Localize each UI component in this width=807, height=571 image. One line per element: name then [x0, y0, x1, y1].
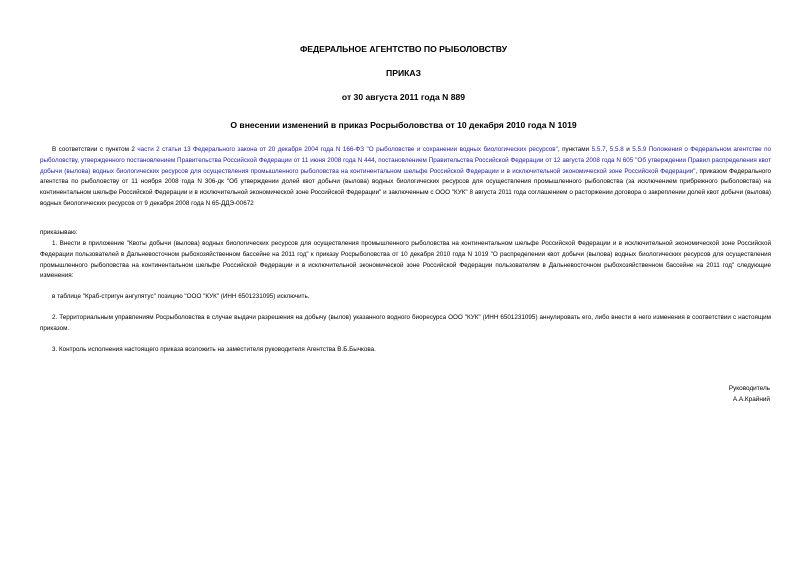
document-title: О внесении изменений в приказ Росрыболовства от 10 декабря 2010 года N 1019: [230, 120, 577, 130]
preamble-text: и: [623, 146, 633, 153]
item-1-paragraph: 1. Внести в приложение "Квоты добычи (вылова) водных биологических ресурсов для осуществления промышленного рыболовства на континентальном шельфе Российской Федерации и в исключительной экономической зоне Российской Федерации пользователей в Дальневосточном рыбохозяйственном бассейне на 2011 год" к приказу Росрыболовства от 10 декабря 2010 года N 1019 "О распределении квот добычи (вылова) водных биологических ресурсов для осуществления промышленного рыболовства на континентальном шельфе Российской Федерации и в исключительной экономической зоне Российской Федерации пользователям в Дальневосточном рыбохозяйственном бассейне на 2011 год" следующие изменения:: [40, 240, 771, 280]
doc-type-heading: ПРИКАЗ: [386, 68, 421, 78]
date-number-heading: от 30 августа 2011 года N 889: [341, 92, 466, 102]
preamble-text: , пунктами: [557, 146, 592, 153]
preamble-text: ,: [374, 156, 379, 164]
regulation-444-link[interactable]: 5.5.9 Положения о Федеральном агентстве по рыболовству, утвержденного постановлением Правительства Российской Федерации от 11 июня 2008 года N 444: [40, 146, 771, 164]
item-2-paragraph: 2. Территориальным управлениям Росрыболовства в случае выдачи разрешения на добычу (вылов) указанного водного биоресурса ООО "КУК" (ИНН 6501231095) аннулировать его, либо внести в него изменения в соответствии с настоящим приказом.: [40, 314, 771, 332]
preamble-paragraph: [40, 145, 771, 210]
preamble-text: , приказом Федерального агентства по рыболовству от 11 ноября 2008 года N 306-дк "Об утверждении долей квот добычи (вылова) водных биологических ресурсов для осуществления промышленного рыболовства (за исключением прибрежного рыболовства) на континентальном шельфе Российской Федерации и в исключительной экономической зоне Российской Федерации" и заключенным с ООО "КУК" 8 августа 2011 года соглашением о расторжении договора о закреплении долей квот добычи (вылова) водных биологических ресурсов от 9 декабря 2008 года N 65-ДДЭ-00672: [40, 167, 772, 207]
preamble-text: ,: [605, 146, 610, 153]
clause-5-5-8-link[interactable]: 5.5.8: [609, 146, 624, 153]
item-1-detail: в таблице "Краб-стригун ангулятус" позицию "ООО "КУК" (ИНН 6501231095) исключить.: [52, 293, 310, 300]
law-166-fz-link[interactable]: части 2 статьи 13 Федерального закона от 20 декабря 2004 года N 166-ФЗ "О рыболовстве и сохранении водных биологических ресурсов": [137, 146, 558, 153]
order-word: приказываю:: [40, 229, 78, 236]
preamble-text: В соответствии с пунктом 2: [52, 146, 138, 153]
signatory-name: А.А.Крайний: [732, 396, 770, 403]
resolution-605-link[interactable]: постановлением Правительства Российской Федерации от 12 августа 2008 года N 605 "Об утверждении Правил распределения квот добычи (вылова) водных биологических ресурсов для осуществления промышленного рыболовства на континентальном шельфе Российской Федерации и в исключительной экономической зоне Российской Федерации": [40, 156, 771, 175]
clause-5-5-7-link[interactable]: 5.5.7: [591, 146, 606, 153]
signatory-position: Руководитель: [728, 385, 770, 392]
item-3-paragraph: 3. Контроль исполнения настоящего приказа возложить на заместителя руководителя Агентства В.Б.Бычкова.: [52, 346, 376, 353]
agency-heading: ФЕДЕРАЛЬНОЕ АГЕНТСТВО ПО РЫБОЛОВСТВУ: [299, 44, 508, 54]
